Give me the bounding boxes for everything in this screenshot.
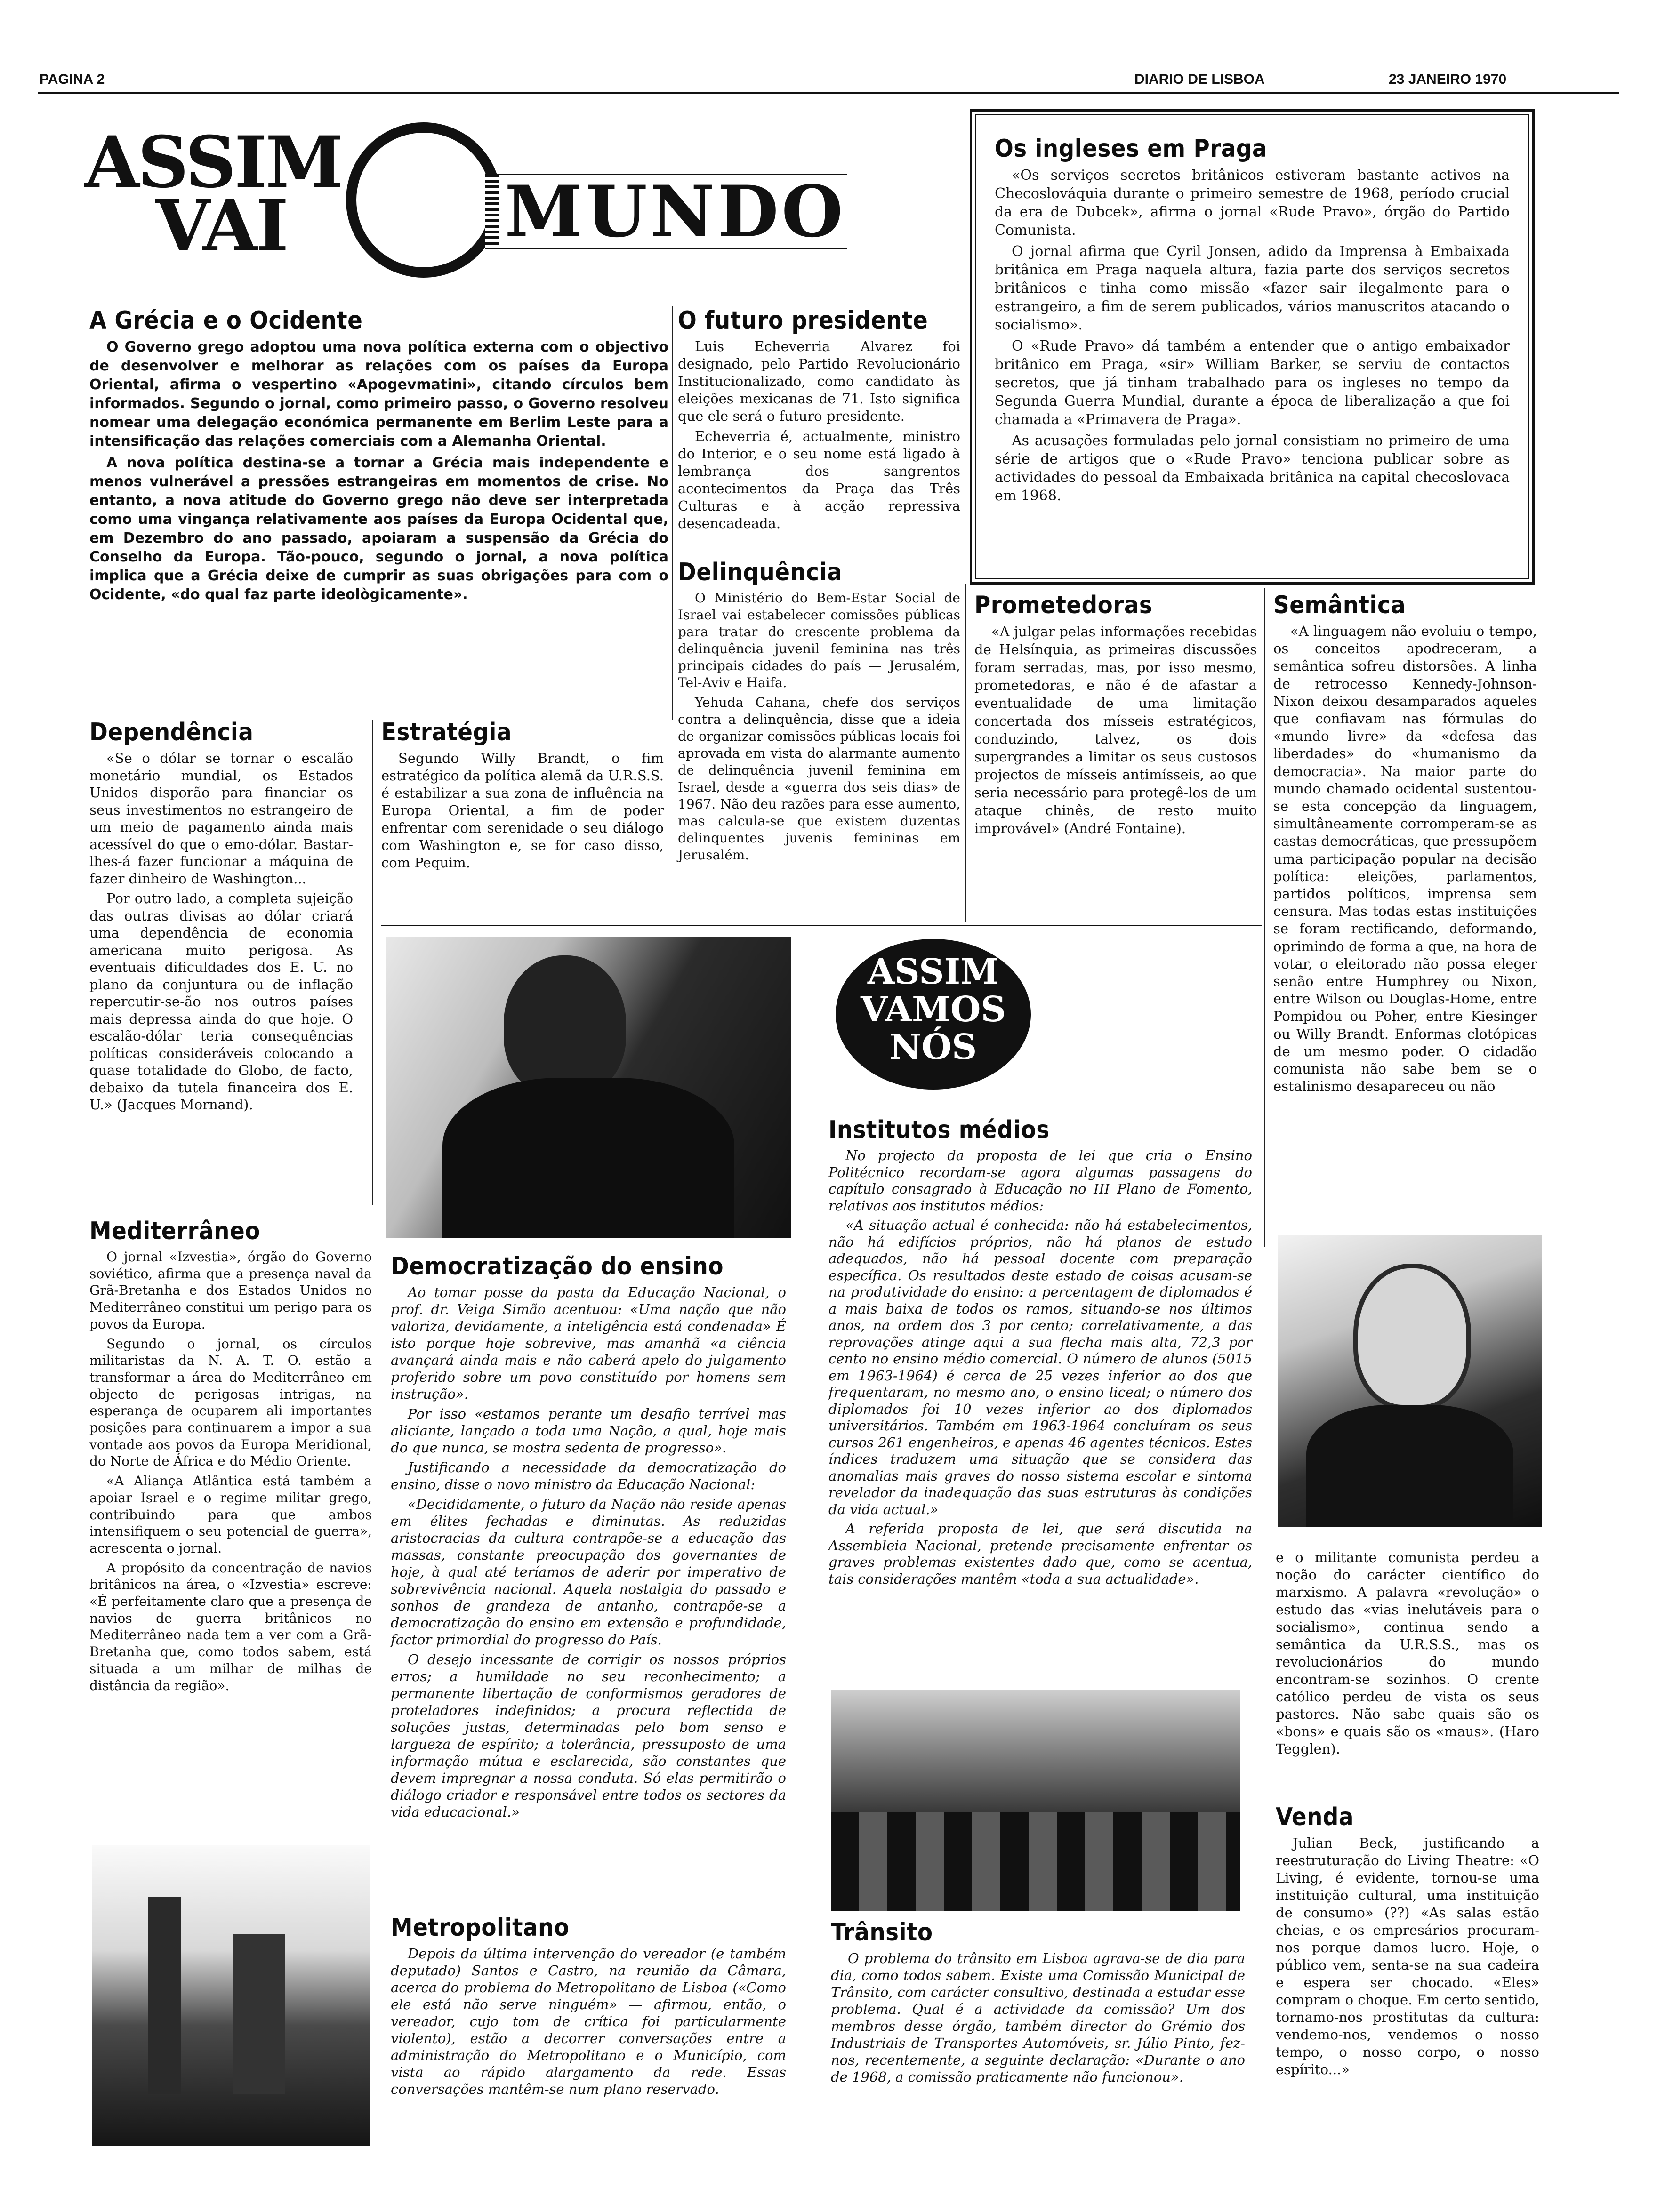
article-title: Delinquência	[678, 558, 843, 586]
article-paragraph: Julian Beck, justificando a reestruturação do Living Theatre: «O Living, é evidente, tornou-se uma instituição cultural, uma instituição de consumo» (??) «As salas estão cheias, e os empresários procuram-nos porque damos lucro. Hoje, o público vem, senta-se na sua cadeira e espera ser chocado. «Eles» compram o choque. Em certo sentido, tornamo-nos prostitutas da cultura: vendemo-nos, vendemos o nosso tempo, o nosso corpo, o nosso espírito...»	[1276, 1835, 1539, 2077]
article-title: Metropolitano	[391, 1914, 570, 1942]
article-title: Prometedoras	[974, 591, 1153, 619]
photo-chimney-shape	[148, 1897, 181, 2094]
article-paragraph: A propósito da concentração de navios britânicos na área, o «Izvestia» escreve: «É perfeitamente claro que a presença de navios de guerra britânicos no Mediterrâneo nada tem a ver com a Grã-Bretanha que, como todos sabem, está situada a um milhar de milhas de distância da região».	[89, 1560, 372, 1693]
article-mediterraneo	[89, 1217, 372, 1694]
article-paragraph: Por outro lado, a completa sujeição das outras divisas ao dólar criará uma dependência de economia americana muito perigosa. As eventuais dificuldades dos E. U. no plano da conjuntura ou de inflação repercutir-se-ão nos outros países mais depressa ainda do que hoje. O escalão-dólar teria consequências políticas consideráveis colocando a quase totalidade do Globo, de facto, debaixo da tutela financeira dos E. U.» (Jacques Mornand).	[89, 890, 353, 1113]
article-paragraph: Depois da última intervenção do vereador (e também deputado) Santos e Castro, na reunião da Câmara, acerca do problema do Metropolitano de Lisboa («Como ele está não serve ninguém» — afirmou, então, o vereador, cujo tom de crítica foi particularmente violento), estão a decorrer conversações entre a administração do Metropolitano e o Município, com vista ao rápido alargamento da rede. Essas conversações mantêm-se num plano reservado.	[391, 1946, 786, 2097]
photo-suit-shape	[1306, 1405, 1513, 1527]
article-paragraph: Ao tomar posse da pasta da Educação Nacional, o prof. dr. Veiga Simão acentuou: «Uma nação que não valoriza, devidamente, a inteligência está condenada» É isto porque hoje sobrevive, mas amanhã «a ciência avançará ainda mais e não caberá apelo do julgamento proferido sobre um povo constituído por homens sem instrução».	[391, 1284, 786, 1402]
article-paragraph: O jornal afirma que Cyril Jonsen, adido da Imprensa à Embaixada britânica em Praga naquela altura, fazia parte dos serviços secretos britânicos e tinha como missão «fazer sair ilegalmente para o estrangeiro, a fim de serem publicados, vários manuscritos atacando o socialismo».	[995, 243, 1510, 333]
column-rule	[965, 584, 966, 922]
masthead-vai: VAI	[155, 184, 287, 267]
photo-face-shape	[1353, 1264, 1471, 1410]
article-paragraph: «A julgar pelas informações recebidas de Helsínquia, as primeiras discussões foram serradas, mas, por isso mesmo, prometedoras, e não é de afastar a eventualidade de uma limitação concertada dos mísseis estratégicos, conduzindo, talvez, os dois supergrandes a limitar os seus custosos projectos de mísseis antimísseis, ao que seria necessário para protegê-los de um ataque chinês, de resto muito improvável» (André Fontaine).	[974, 624, 1257, 836]
article-paragraph: «Os serviços secretos britânicos estiveram bastante activos na Checoslováquia durante o primeiro semestre de 1968, período crucial da era de Dubcek», afirma o jornal «Rude Pravo», órgão do Partido Comunista.	[995, 167, 1510, 239]
article-institutos	[828, 1115, 1252, 1587]
column-rule	[672, 306, 673, 720]
article-paragraph: Por isso «estamos perante um desafio terrível mas aliciante, lançado a toda uma Nação, a qual, hoje mais do que nunca, se mostra sedenta de progresso».	[391, 1406, 786, 1456]
article-democratizacao	[391, 1252, 786, 1820]
article-paragraph: Luis Echeverria Alvarez foi designado, pelo Partido Revolucionário Institucionalizado, como candidato às eleições mexicanas de 71. Isto significa que ele será o futuro presidente.	[678, 338, 960, 424]
article-paragraph: O jornal «Izvestia», órgão do Governo soviético, afirma que a presença naval da Grã-Bretanha e dos Estados Unidos no Mediterrâneo constitui um perigo para os povos da Europa.	[89, 1249, 372, 1332]
article-paragraph: «A linguagem não evoluiu o tempo, os conceitos apodreceram, a semântica sofreu distorsões. A linha de retrocesso Kennedy-Johnson-Nixon deixou desamparados aqueles que confiavam nas fórmulas do «mundo livre» da «defesa das liberdades» do «humanismo da democracia». Na maior parte do mundo chamado ocidental sustentou-se esta concepção da linguagem, simultâneamente corromperam-se as castas democráticas, que pressupõem uma participação popular na decisão política: eleições, parlamentos, partidos políticos, imprensa sem censura. Mas todas estas instituições se foram rectificando, deformando, oprimindo de forma a que, na hora de votar, o eleitorado não possa eleger senão entre Humphrey ou Nixon, entre Wilson ou Douglas-Home, entre Pompidou ou Poher, entre Kiesinger ou Willy Brandt. Enformas clotópicas de um mesmo poder. O cidadão comunista não sabe bem se o estalinismo desapareceu ou não	[1273, 623, 1537, 1095]
article-venda	[1276, 1803, 1539, 2078]
article-delinquencia	[678, 558, 960, 864]
article-title: Os ingleses em Praga	[995, 135, 1267, 163]
article-title: O futuro presidente	[678, 306, 928, 335]
article-estrategia	[381, 718, 664, 872]
photo-traffic	[831, 1690, 1240, 1911]
badge-line: NÓS	[889, 1027, 977, 1067]
article-paragraph: «Se o dólar se tornar o escalão monetário mundial, os Estados Unidos disporão para financiar os seus investimentos no estrangeiro de um meio de pagamento ainda mais acessível do que o emo-dólar. Bastar-lhes-á fazer funcionar a máquina de fazer dinheiro de Washington...	[89, 750, 353, 887]
article-title: A Grécia e o Ocidente	[89, 306, 363, 335]
section-rule	[381, 925, 1262, 926]
column-rule	[1264, 588, 1265, 1247]
article-prometedoras	[974, 591, 1257, 837]
article-paragraph: O desejo incessante de corrigir os nossos próprios erros; a humildade no seu reconhecimento; a permanente libertação de conformismos geradores de proteladores indefinidos; a procura reflectida de soluções justas, determinadas pelo bom senso e largueza de espírito; a tolerância, pressuposto de uma informação mútua e esclarecida, são constantes que devem impregnar a nossa conduta. Só elas permitirão o diálogo criador e responsável entre todos os sectores da vida educacional.»	[391, 1651, 786, 1820]
article-title: Dependência	[89, 718, 254, 746]
page-number: PAGINA 2	[40, 72, 105, 87]
header-rule	[38, 92, 1619, 94]
article-futuro-presidente	[678, 306, 960, 532]
article-paragraph: A nova política destina-se a tornar a Grécia mais independente e menos vulnerável a pressões estrangeiras em momentos de crise. No entanto, a nova atitude do Governo grego não deve ser interpretada como uma vingança relativamente aos países da Europa Ocidental que, em Dezembro do ano passado, apoiaram a suspensão da Grécia do Conselho da Europa. Tão-pouco, segundo o jornal, a nova política implica que a Grécia deixe de cumprir as suas obrigações para com o Ocidente, «do qual faz parte ideològicamente».	[89, 455, 668, 603]
article-title: Trânsito	[831, 1918, 933, 1947]
article-grecia	[89, 306, 668, 604]
article-title: Venda	[1276, 1803, 1354, 1831]
badge-line: ASSIM	[867, 952, 999, 992]
article-paragraph: e o militante comunista perdeu a noção do carácter científico do marxismo. A palavra «revolução» o estudo das «vias inelutáveis para o socialismo», continua sendo a semântica da U.R.S.S., mas os revolucionários do mundo encontram-se sozinhos. O crente católico perdeu de vista os seus pastores. Não sabe quais são os «bons» e quais são os «maus». (Haro Tegglen).	[1276, 1549, 1539, 1757]
photo-minister	[386, 937, 791, 1238]
article-paragraph: O Governo grego adoptou uma nova política externa com o objectivo de desenvolver e melhorar as relações com os países da Europa Oriental, afirma o vespertino «Apogevmatini», citando círculos bem informados. Segundo o jornal, como primeiro passo, o Governo resolveu nomear uma delegação económica permanente em Berlim Leste para a intensificação das relações comerciais com a Alemanha Oriental.	[89, 339, 668, 449]
article-paragraph: O Ministério do Bem-Estar Social de Israel vai estabelecer comissões públicas para tratar do crescente problema da delinquência juvenil feminina nas três principais cidades do país — Jerusalém, Tel-Aviv e Haifa.	[678, 590, 960, 690]
article-dependencia	[89, 718, 353, 1114]
article-paragraph: «A situação actual é conhecida: não há estabelecimentos, não há edifícios próprios, não há planos de estudo adequados, não há pessoal docente com preparação específica. Os resultados deste estado de coisas acusam-se na produtividade do ensino: a percentagem de diplomados é a mais baixa de todos os ramos, situando-se nos últimos anos, na ordem dos 3 por cento; correlativamente, a das reprovações atinge aqui a sua flecha mais alta, 72,3 por cento no ensino médio comercial. O número de alunos (5015 em 1963-1964) é cerca de 25 vezes inferior ao dos que frequentaram, no mesmo ano, o ensino liceal; o número dos diplomados foi 10 vezes inferior ao dos diplomados universitários. Também em 1963-1964 concluíram os seus cursos 261 engenheiros, e apenas 46 agentes técnicos. Estes índices traduzem uma situação que se considera das anomalias mais graves do nosso sistema escolar e sintoma revelador da inadequação das suas estruturas às condições da vida actual.»	[828, 1217, 1252, 1517]
section-masthead	[85, 122, 847, 292]
article-paragraph: Segundo o jornal, os círculos militaristas da N. A. T. O. estão a transformar a área do Mediterrâneo em objecto de perigosas intrigas, na esperança de ocuparem ali importantes posições para continuarem a impor a sua vontade aos povos da Europa Meridional, do Norte de África e do Médio Oriente.	[89, 1336, 372, 1469]
article-title: Mediterrâneo	[89, 1217, 260, 1245]
article-paragraph: As acusações formuladas pelo jornal consistiam no primeiro de uma série de artigos que o «Rude Pravo» tenciona publicar sobre as actividades do pessoal da Embaixada britânica na capital checoslovaca em 1968.	[995, 433, 1510, 504]
article-paragraph: O problema do trânsito em Lisboa agrava-se de dia para dia, como todos sabem. Existe uma Comissão Municipal de Trânsito, com carácter consultivo, destinada a estudar esse problema. Qual é a actividade da comissão? Um dos membros desse órgão, também director do Grémio dos Industriais de Transportes Automóveis, sr. Júlio Pinto, fez-nos, recentemente, a seguinte declaração: «Durante o ano de 1968, a comissão praticamente não funcionou».	[831, 1950, 1245, 2085]
article-paragraph: Segundo Willy Brandt, o fim estratégico da política alemã da U.R.S.S. é estabilizar a sua zona de influência na Europa Oriental, a fim de poder enfrentar com serenidade o seu diálogo com Washington e, se for caso disso, com Pequim.	[381, 750, 664, 871]
badge-line: VAMOS	[861, 989, 1006, 1030]
boxed-article-ingleses	[970, 109, 1535, 585]
article-title: Institutos médios	[828, 1116, 1050, 1144]
article-paragraph: «A Aliança Atlântica está também a apoiar Israel e o regime militar grego, contribuindo para que ambos intensifiquem o seu potencial de guerra», acrescenta o jornal.	[89, 1473, 372, 1556]
photo-head-shape	[504, 955, 626, 1097]
article-semantica	[1273, 591, 1537, 1095]
photo-industrial	[92, 1845, 370, 2146]
article-paragraph: No projecto da proposta de lei que cria o Ensino Politécnico recordam-se agora algumas passagens do capítulo consagrado à Educação no III Plano de Fomento, relativas aos institutos médios:	[828, 1147, 1252, 1214]
newspaper-name: DIARIO DE LISBOA	[1134, 72, 1265, 87]
photo-tower-shape	[233, 1934, 285, 2094]
column-rule	[372, 720, 373, 1205]
article-paragraph: Echeverria é, actualmente, ministro do Interior, e o seu nome está ligado à lembrança dos sangrentos acontecimentos da Praça das Três Culturas e à acção repressiva desencadeada.	[678, 428, 960, 531]
article-title: Semântica	[1273, 591, 1406, 619]
article-paragraph: «Decididamente, o futuro da Nação não reside apenas em élites fechadas e diminutas. As reduzidas aristocracias da cultura contrapõe-se a educação das massas, constante preocupação dos governantes de hoje, à qual até teríamos de aderir por imperativo de sobrevivência nacional. Aquela nostalgia do passado e sonhos de grandeza de antanho, contrapõe-se a democratização do ensino em extensão e profundidade, factor primordial do progresso do País.	[391, 1496, 786, 1648]
article-metropolitano	[391, 1913, 786, 2098]
article-semantica-continuation	[1276, 1546, 1539, 1758]
masthead-circle-o	[346, 122, 501, 278]
photo-portrait	[1278, 1235, 1542, 1527]
photo-shoulders-shape	[442, 1078, 734, 1238]
masthead-mundo-text: MUNDO	[499, 175, 852, 248]
article-paragraph: Yehuda Cahana, chefe dos serviços contra a delinquência, disse que a ideia de organizar comissões públicas locais foi aprovada em vista do alarmante aumento de delinquência juvenil feminina em Israel, desde a «guerra dos seis dias» de 1967. Não deu razões para esse aumento, mas calcula-se que existem duzentas delinquentes juvenis femininas em Jerusalém.	[678, 695, 960, 863]
article-title: Democratização do ensino	[391, 1252, 724, 1281]
article-paragraph: O «Rude Pravo» dá também a entender que o antigo embaixador britânico em Praga, «sir» William Barker, se serviu de contactos secretos, que já tinham trabalhado para os ingleses no tempo da Segunda Guerra Mundial, durante a época de liberalização a que foi chamada a «Primavera de Praga».	[995, 338, 1510, 428]
article-paragraph: A referida proposta de lei, que será discutida na Assembleia Nacional, pretende precisamente enfrentar os graves problemas existentes dado que, como se acentua, tais considerações mantêm «toda a sua actualidade».	[828, 1521, 1252, 1587]
article-title: Estratégia	[381, 718, 512, 746]
photo-cars-shape	[831, 1812, 1240, 1911]
masthead-assim: ASSIM	[85, 121, 342, 204]
article-paragraph: Justificando a necessidade da democratização do ensino, disse o novo ministro da Educação Nacional:	[391, 1459, 786, 1492]
issue-date: 23 JANEIRO 1970	[1389, 72, 1507, 87]
badge-assim-vamos-nos	[836, 939, 1031, 1090]
article-transito	[831, 1918, 1245, 2085]
